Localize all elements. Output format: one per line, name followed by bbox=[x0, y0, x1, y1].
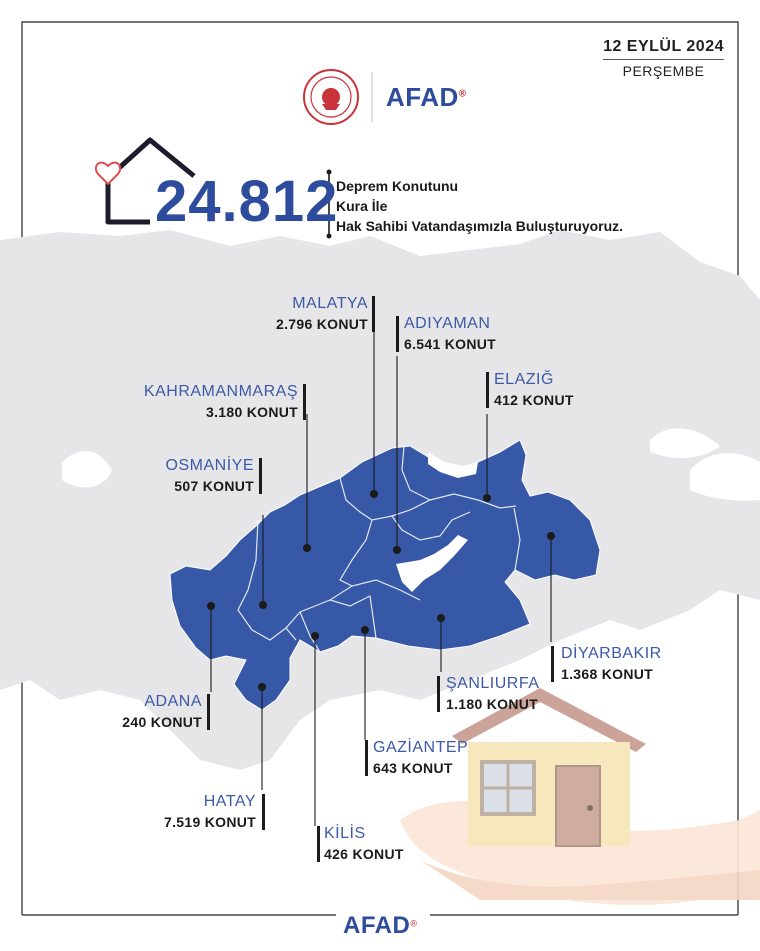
ministry-seal bbox=[304, 70, 358, 124]
label-gaziantep bbox=[373, 738, 468, 778]
afad-logo bbox=[386, 82, 467, 113]
city-name: GAZİANTEP bbox=[373, 739, 469, 756]
city-name: MALATYA bbox=[292, 295, 368, 312]
headline-slogan bbox=[336, 176, 623, 236]
date-day: 12 EYLÜL 2024 bbox=[603, 38, 724, 55]
city-name: OSMANİYE bbox=[165, 457, 254, 474]
house-in-hand-illustration bbox=[400, 688, 760, 905]
registered-mark: ® bbox=[458, 88, 467, 100]
slogan-line-2: Kura İle bbox=[336, 198, 388, 214]
city-count: 240 KONUT bbox=[122, 714, 202, 730]
city-count: 2.796 KONUT bbox=[276, 316, 368, 332]
city-count: 412 KONUT bbox=[494, 392, 574, 408]
city-name: HATAY bbox=[203, 793, 256, 810]
total-housing-count: 24.812 bbox=[155, 169, 339, 234]
label-kilis bbox=[324, 824, 404, 864]
city-count: 1.368 KONUT bbox=[561, 666, 653, 682]
city-name: KİLİS bbox=[324, 825, 366, 842]
city-count: 6.541 KONUT bbox=[404, 336, 496, 352]
label-diyarbakir bbox=[561, 644, 662, 684]
date-block bbox=[603, 38, 724, 79]
label-osmaniye bbox=[166, 456, 254, 496]
heart-icon bbox=[96, 163, 120, 184]
slogan-line-1: Deprem Konutunu bbox=[336, 178, 459, 194]
city-name: ELAZIĞ bbox=[494, 371, 554, 388]
city-name: ADANA bbox=[144, 693, 202, 710]
city-count: 1.180 KONUT bbox=[446, 696, 538, 712]
label-hatay bbox=[164, 792, 256, 832]
label-sanliurfa bbox=[446, 674, 539, 714]
label-adana bbox=[122, 692, 202, 732]
city-name: ŞANLIURFA bbox=[446, 675, 540, 692]
city-count: 426 KONUT bbox=[324, 846, 404, 862]
city-count: 3.180 KONUT bbox=[206, 404, 298, 420]
footer-registered-mark: ® bbox=[410, 918, 417, 929]
footer-afad-logo bbox=[0, 912, 760, 940]
city-count: 7.519 KONUT bbox=[164, 814, 256, 830]
label-malatya bbox=[276, 294, 368, 334]
city-name: KAHRAMANMARAŞ bbox=[143, 383, 298, 400]
label-adiyaman bbox=[404, 314, 496, 354]
slogan-line-3: Hak Sahibi Vatandaşımızla Buluşturuyoruz. bbox=[336, 218, 624, 234]
footer-afad-text: AFAD bbox=[343, 912, 411, 939]
city-count: 643 KONUT bbox=[373, 760, 453, 776]
label-kahramanmaras bbox=[144, 382, 298, 422]
city-name: ADIYAMAN bbox=[404, 315, 491, 332]
label-elazig bbox=[494, 370, 574, 410]
date-weekday: PERŞEMBE bbox=[622, 63, 705, 79]
city-count: 507 KONUT bbox=[174, 478, 254, 494]
city-name: DİYARBAKIR bbox=[561, 645, 662, 662]
afad-logo-text: AFAD bbox=[386, 82, 459, 112]
